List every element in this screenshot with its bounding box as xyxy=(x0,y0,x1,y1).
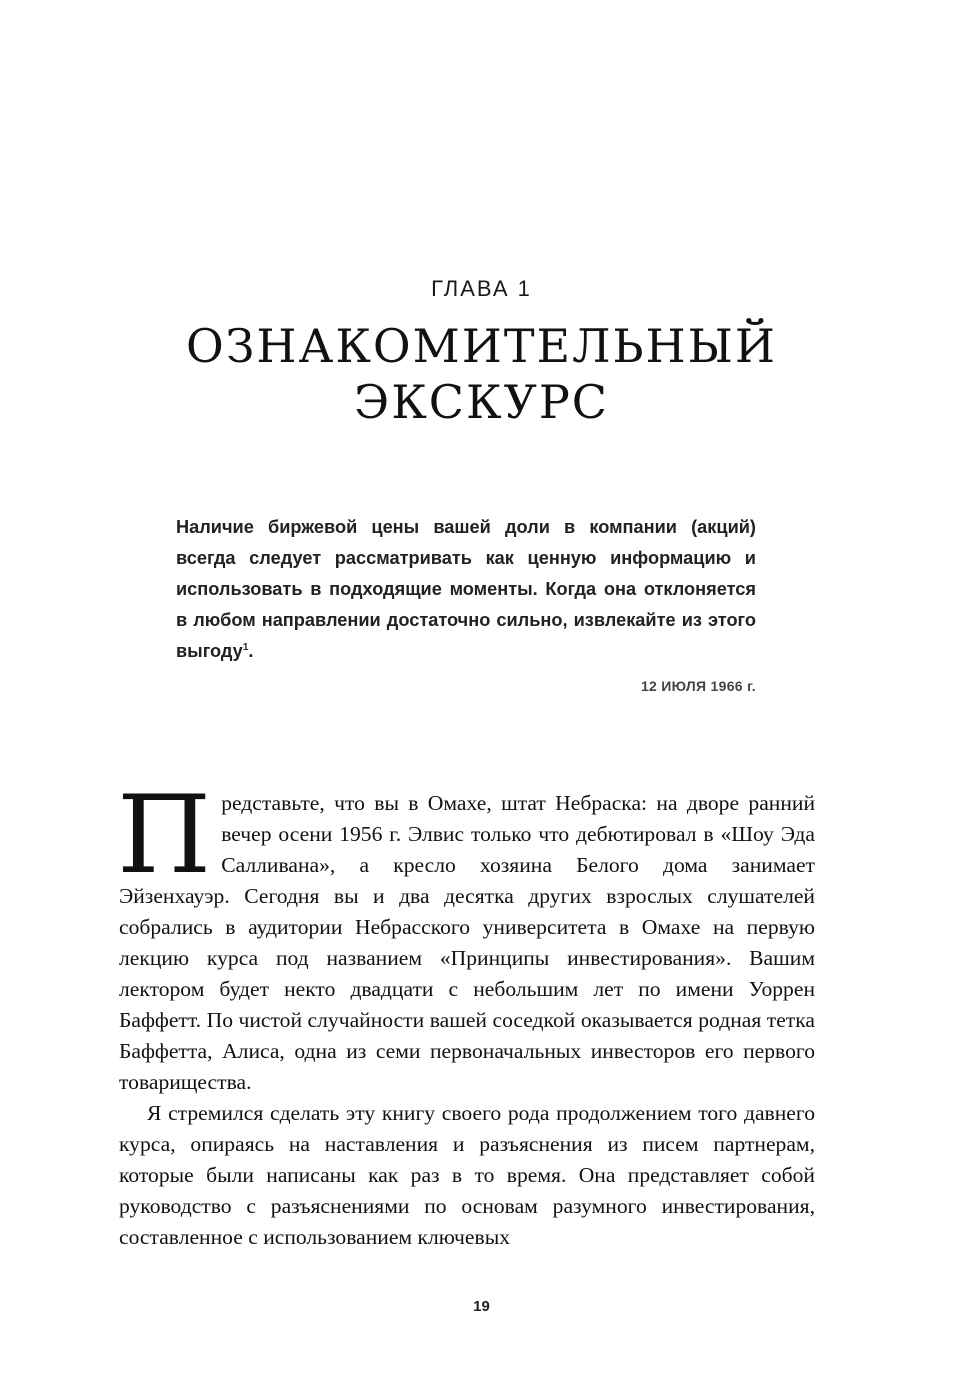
chapter-label: ГЛАВА 1 xyxy=(431,276,532,301)
paragraph-1-text: редставьте, что вы в Омахе, штат Небраска: на дворе ранний вечер осени 1956 г. Элвис только что дебютировал в «Шоу Эда Салливана», а кресло хозяина Белого дома занимает Эйзенхауэр. Сегодня вы и два десятка других взрослых слушателей собрались в аудитории Небрасского университета в Омахе на первую лекцию курса под названием «Принципы инвестирования». Вашим лектором будет некто двадцати с небольшим лет по имени Уоррен Баффетт. По чистой случайности вашей соседкой оказывается родная тетка Баффетта, Алиса, одна из семи первоначальных инвесторов его первого товарищества. xyxy=(119,791,815,1094)
chapter-title-line-2: ЭКСКУРС xyxy=(354,375,609,429)
epigraph xyxy=(176,512,756,667)
body-text xyxy=(117,773,815,1253)
page-number: 19 xyxy=(473,1298,490,1315)
epigraph-text: Наличие биржевой цены вашей доли в компании (акций) всегда следует рассматривать как ценную информацию и использовать в подходящие моменты. Когда она отклоняется в любом направлении достаточно сильно, извлекайте из этого выгоду xyxy=(176,517,756,661)
paragraph-1 xyxy=(117,773,815,1098)
drop-cap: П xyxy=(117,773,212,898)
footnote-mark[interactable]: 1 xyxy=(242,641,249,653)
chapter-title-line-1: ОЗНАКОМИТЕЛЬНЫЙ xyxy=(186,319,777,373)
chapter-title xyxy=(0,318,963,430)
epigraph-quote xyxy=(176,512,756,667)
epigraph-end-punct: . xyxy=(248,641,254,661)
epigraph-date: 12 ИЮЛЯ 1966 г. xyxy=(640,678,756,694)
paragraph-2: Я стремился сделать эту книгу своего рода продолжением того давнего курса, опираясь на наставления и разъяснения из писем партнерам, которые были написаны как раз в то время. Она представляет собой руководство с разъяснениями по основам разумного инвестирования, составленное с использованием ключевых xyxy=(119,1101,815,1249)
